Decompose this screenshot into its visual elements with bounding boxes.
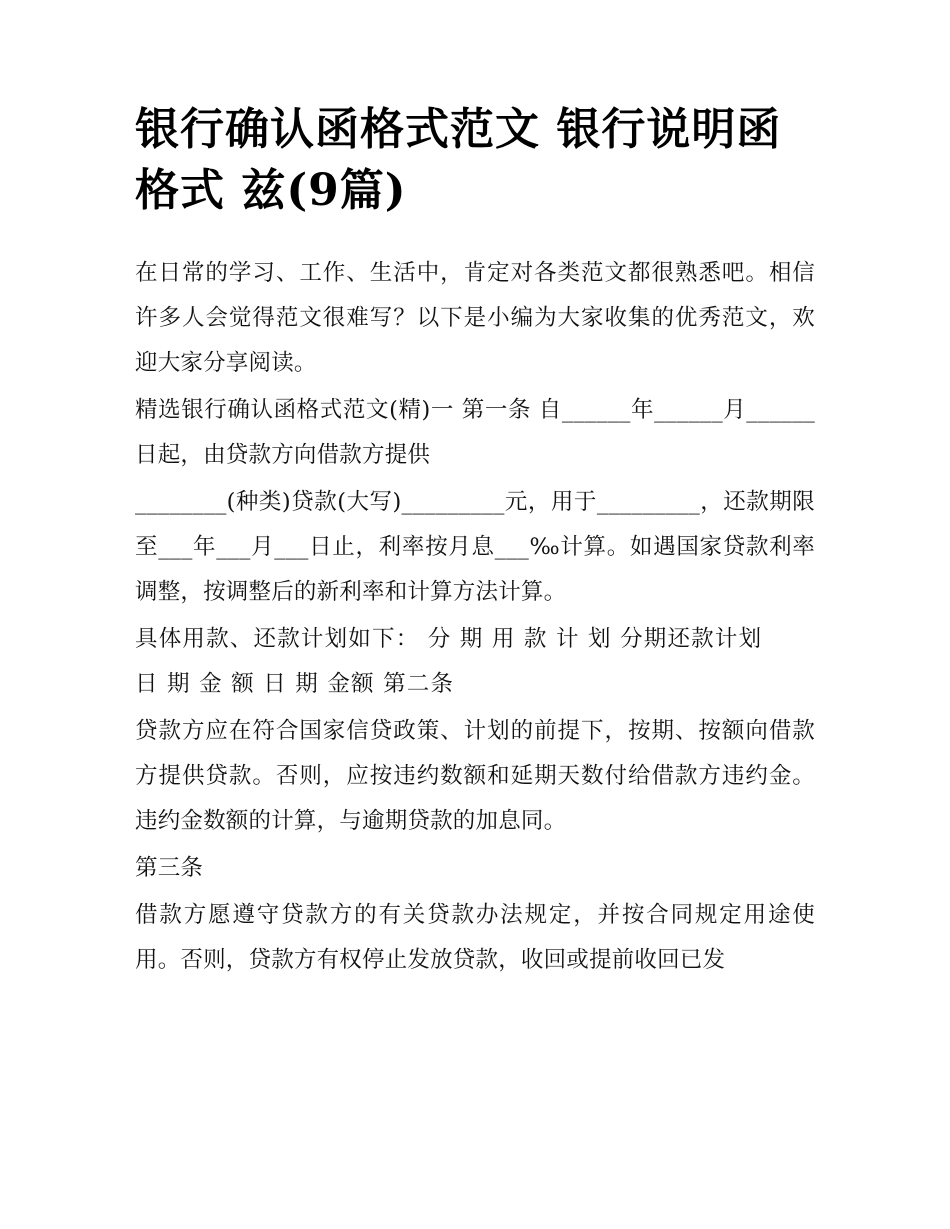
paragraph-plan-line-1: 具体用款、还款计划如下： 分 期 用 款 计 划 分期还款计划 xyxy=(135,626,763,653)
paragraph-article-2-body: 贷款方应在符合国家信贷政策、计划的前提下，按期、按额向借款方提供贷款。否则，应按违约数额和延期天数付给借款方违约金。违约金数额的计算，与逾期贷款的加息同。 xyxy=(135,718,815,835)
heading-article-3: 第三条 xyxy=(135,855,204,882)
paragraph-article-3-body: 借款方愿遵守贷款方的有关贷款办法规定，并按合同规定用途使用。否则，贷款方有权停止发放贷款，收回或提前收回已发 xyxy=(135,902,815,974)
paragraph-article-1-lead: 精选银行确认函格式范文(精)一 第一条 自______年______月______日起，由贷款方向借款方提供 xyxy=(135,397,815,469)
paragraph-article-1-body: ________(种类)贷款(大写)_________元，用于_________，还款期限至___年___月___日止，利率按月息___‰计算。如遇国家贷款利率调整，按调整后的新利率和计算方法计算。 xyxy=(135,489,815,606)
page-title: 银行确认函格式范文 银行说明函格式 兹(9篇) xyxy=(135,104,782,216)
paragraph-intro: 在日常的学习、工作、生活中，肯定对各类范文都很熟悉吧。相信许多人会觉得范文很难写？以下是小编为大家收集的优秀范文，欢迎大家分享阅读。 xyxy=(135,260,815,377)
paragraph-plan-line-2: 日 期 金 额 日 期 金额 第二条 xyxy=(135,671,455,698)
